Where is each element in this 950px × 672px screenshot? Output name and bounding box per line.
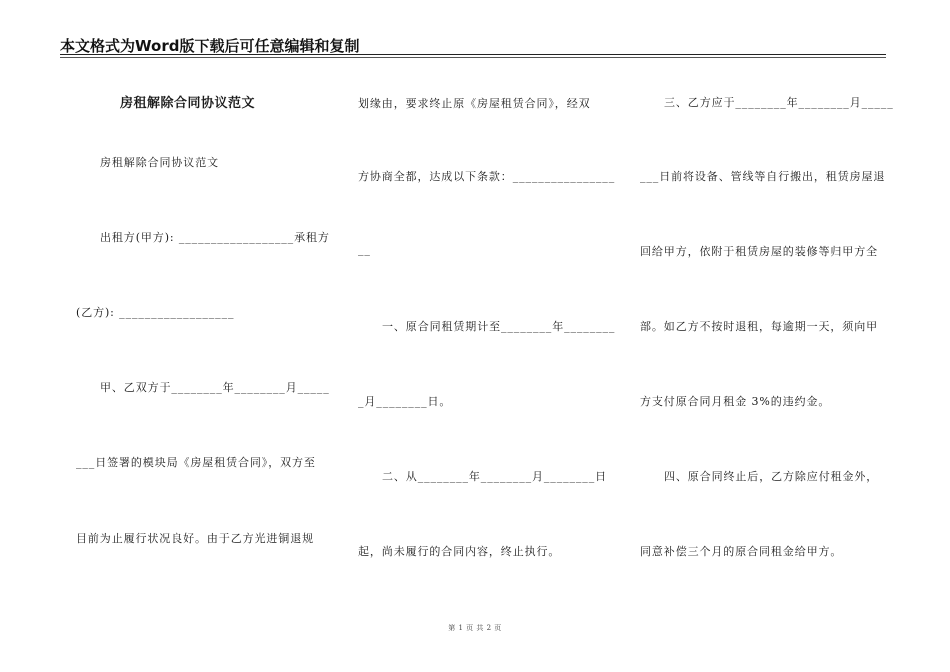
text-line: 起，尚未履行的合同内容，终止执行。: [358, 545, 561, 558]
text-line: 回给甲方，依附于租赁房屋的装修等归甲方全: [640, 245, 878, 258]
download-banner: 本文格式为Word版下载后可任意编辑和复制: [60, 37, 360, 55]
text-line: __: [358, 243, 371, 256]
text-line: 划缘由，要求终止原《房屋租赁合同》，经双: [358, 97, 591, 110]
page-number: 第 1 页 共 2 页: [448, 624, 502, 632]
text-line: 四、原合同终止后，乙方除应付租金外，: [664, 470, 879, 483]
column-2: [358, 0, 616, 672]
text-line: 二、从________年________月________日: [382, 470, 607, 483]
text-line: 房租解除合同协议范文: [100, 156, 219, 169]
text-line: 三、乙方应于________年________月_____: [664, 96, 894, 109]
text-line: 部。如乙方不按时退租，每逾期一天，须向甲: [640, 320, 878, 333]
text-line: 方支付原合同月租金 3%的违约金。: [640, 395, 831, 408]
text-line: 方协商全都，达成以下条款：________________: [358, 170, 616, 183]
text-line: ___日签署的模块局《房屋租赁合同》，双方至: [76, 456, 316, 469]
text-line: 同意补偿三个月的原合同租金给甲方。: [640, 545, 843, 558]
document-title: 房租解除合同协议范文: [120, 96, 256, 111]
text-line: 甲、乙双方于________年________月_____: [100, 381, 330, 394]
column-3: [640, 0, 894, 672]
text-line: (乙方): __________________: [76, 306, 235, 319]
text-line: ___日前将设备、管线等自行搬出，租赁房屋退: [640, 170, 886, 183]
column-1: [76, 0, 330, 672]
text-line: 一、原合同租赁期计至________年________: [382, 320, 616, 333]
text-line: _月________日。: [358, 395, 452, 408]
text-line: 目前为止履行状况良好。由于乙方光进铜退规: [76, 532, 314, 545]
text-line: 出租方(甲方): __________________承租方: [100, 231, 330, 244]
